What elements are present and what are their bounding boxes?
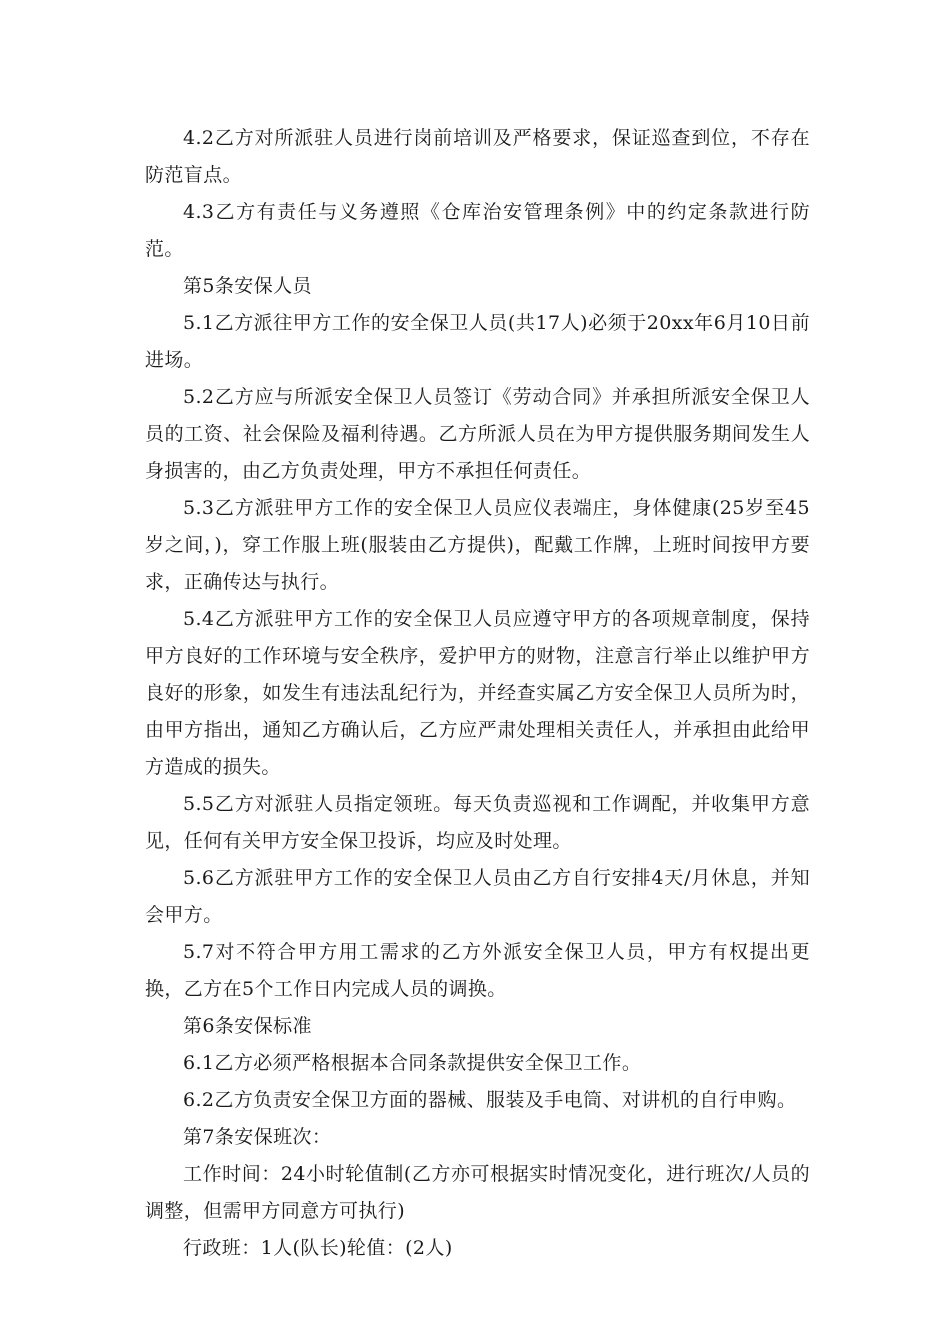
admin-shift-paragraph: 行政班：1人(队长)轮值：(2人) bbox=[183, 1237, 453, 1259]
clause-5-1: 5.1乙方派往甲方工作的安全保卫人员(共17人)必须于20xx年6月10日前进场。 bbox=[145, 312, 810, 371]
clause-6-2: 6.2乙方负责安全保卫方面的器械、服装及手电筒、对讲机的自行申购。 bbox=[183, 1089, 797, 1111]
article-7-heading: 第7条安保班次： bbox=[183, 1126, 332, 1148]
article-5-heading: 第5条安保人员 bbox=[183, 275, 312, 297]
clause-5-2: 5.2乙方应与所派安全保卫人员签订《劳动合同》并承担所派安全保卫人员的工资、社会保险及福利待遇。乙方所派人员在为甲方提供服务期间发生人身损害的，由乙方负责处理，甲方不承担任何责任。 bbox=[145, 386, 810, 482]
clause-6-1: 6.1乙方必须严格根据本合同条款提供安全保卫工作。 bbox=[183, 1052, 642, 1074]
clause-5-3: 5.3乙方派驻甲方工作的安全保卫人员应仪表端庄，身体健康(25岁至45岁之间，)，穿工作服上班(服装由乙方提供)，配戴工作牌，上班时间按甲方要求，正确传达与执行。 bbox=[145, 497, 810, 593]
document-body bbox=[145, 120, 810, 1267]
work-hours-paragraph: 工作时间：24小时轮值制(乙方亦可根据实时情况变化，进行班次/人员的调整，但需甲方同意方可执行) bbox=[145, 1163, 810, 1222]
clause-5-6: 5.6乙方派驻甲方工作的安全保卫人员由乙方自行安排4天/月休息，并知会甲方。 bbox=[145, 867, 810, 926]
clause-5-5: 5.5乙方对派驻人员指定领班。每天负责巡视和工作调配，并收集甲方意见，任何有关甲方安全保卫投诉，均应及时处理。 bbox=[145, 793, 810, 852]
clause-5-4: 5.4乙方派驻甲方工作的安全保卫人员应遵守甲方的各项规章制度，保持甲方良好的工作环境与安全秩序，爱护甲方的财物，注意言行举止以维护甲方良好的形象，如发生有违法乱纪行为，并经查实属乙方安全保卫人员所为时，由甲方指出，通知乙方确认后，乙方应严肃处理相关责任人，并承担由此给甲方造成的损失。 bbox=[145, 608, 810, 778]
clause-4-2: 4.2乙方对所派驻人员进行岗前培训及严格要求，保证巡查到位，不存在防范盲点。 bbox=[145, 127, 810, 186]
clause-4-3: 4.3乙方有责任与义务遵照《仓库治安管理条例》中的约定条款进行防范。 bbox=[145, 201, 810, 260]
clause-5-7: 5.7对不符合甲方用工需求的乙方外派安全保卫人员，甲方有权提出更换，乙方在5个工作日内完成人员的调换。 bbox=[145, 941, 810, 1000]
article-6-heading: 第6条安保标准 bbox=[183, 1015, 312, 1037]
